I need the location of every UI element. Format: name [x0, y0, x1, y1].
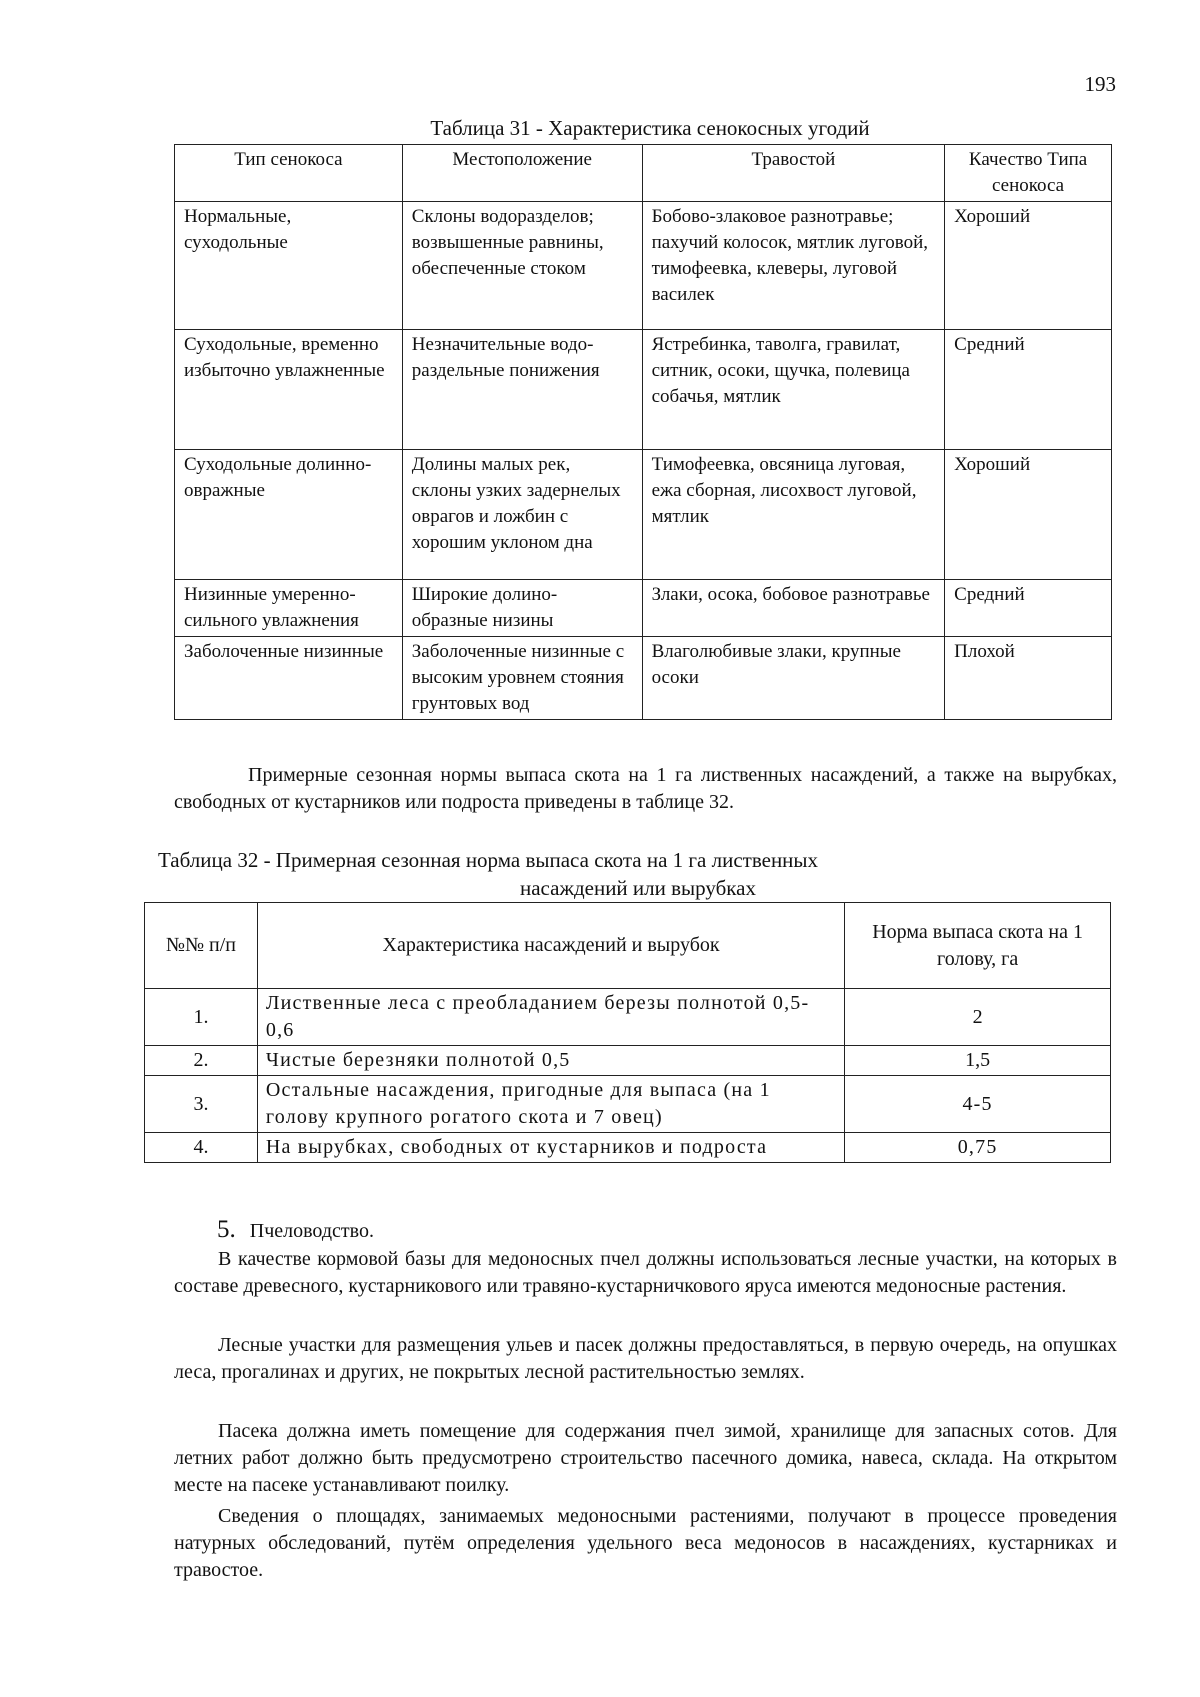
table-cell: Склоны водоразделов; возвышенные равнины, обеспеченные стоком [402, 202, 642, 330]
table-cell: Злаки, осока, бобовое разнотравье [642, 580, 945, 637]
table-cell: 0,75 [845, 1133, 1111, 1163]
table32-header-number: №№ п/п [145, 903, 258, 989]
table-row [145, 1046, 1111, 1076]
table32-header-characteristic: Характеристика насаждений и вырубок [257, 903, 844, 989]
table-cell: На вырубках, свободных от кустарников и подроста [257, 1133, 844, 1163]
table-cell: 4. [145, 1133, 258, 1163]
table31-header-grass: Травостой [642, 145, 945, 202]
table-cell: 1. [145, 989, 258, 1046]
table31 [174, 144, 1112, 720]
table32-header-row [145, 903, 1111, 989]
table32 [144, 902, 1111, 1163]
table-cell: Нормальные, суходольные [175, 202, 403, 330]
table-cell: 2. [145, 1046, 258, 1076]
table-cell: Заболоченные низинные с высоким уровнем стояния грунтовых вод [402, 637, 642, 720]
table32-intro-paragraph: Примерные сезонная нормы выпаса скота на 1 га лиственных насаждений, а также на вырубках, свободных от кустарников или подроста приведены в таблице 32. [174, 764, 1117, 813]
table-cell: Заболоченные низинные [175, 637, 403, 720]
section-paragraph: Пасека должна иметь помещение для содержания пчел зимой, хранилище для запасных сотов. Для летних работ должно быть предусмотрено строительство пасечного домика, навеса, склада. На открытом месте на пасеке устанавливают поилку. [174, 1420, 1117, 1496]
table31-header-row [175, 145, 1112, 202]
table-cell: Широкие долино-образные низины [402, 580, 642, 637]
section-paragraph: Сведения о площадях, занимаемых медоносными растениями, получают в процессе проведения натурных обследований, путём определения удельного веса медоносов в насаждениях, кустарниках и травостое. [174, 1505, 1117, 1581]
table-cell: 3. [145, 1076, 258, 1133]
table-cell: Ястребинка, таволга, гравилат, ситник, осоки, щучка, полевица собачья, мятлик [642, 330, 945, 450]
table-cell: Хороший [945, 450, 1112, 580]
section-paragraph: В качестве кормовой базы для медоносных пчел должны использоваться лесные участки, на которых в составе древесного, кустарникового или травяно-кустарничкового яруса имеются медоносные растения. [174, 1248, 1117, 1297]
table-cell: Бобово-злаковое разнотравье; пахучий колосок, мятлик луговой, тимофеевка, клеверы, луговой василек [642, 202, 945, 330]
table-cell: Средний [945, 580, 1112, 637]
table-cell: Суходольные долинно-овражные [175, 450, 403, 580]
table-row [175, 202, 1112, 330]
section-number: 5. [217, 1216, 236, 1243]
table32-header-norm: Норма выпаса скота на 1 голову, га [845, 903, 1111, 989]
section-paragraph: Лесные участки для размещения ульев и пасек должны предоставляться, в первую очередь, на опушках леса, прогалинах и других, не покрытых лесной растительностью землях. [174, 1334, 1117, 1383]
table-cell: 1,5 [845, 1046, 1111, 1076]
table31-header-location: Местоположение [402, 145, 642, 202]
table-row [145, 1133, 1111, 1163]
table-cell: Чистые березняки полнотой 0,5 [257, 1046, 844, 1076]
table32-caption [158, 846, 1058, 902]
table-cell: Долины малых рек, склоны узких задернелых оврагов и ложбин с хорошим уклоном дна [402, 450, 642, 580]
page-number: 193 [1084, 72, 1116, 96]
table-row [175, 580, 1112, 637]
table-cell: Низинные умеренно-сильного увлажнения [175, 580, 403, 637]
table-cell: Суходольные, временно избыточно увлажненные [175, 330, 403, 450]
table-cell: Хороший [945, 202, 1112, 330]
table-cell: Плохой [945, 637, 1112, 720]
table-row [175, 450, 1112, 580]
table-cell: Остальные насаждения, пригодные для выпаса (на 1 голову крупного рогатого скота и 7 овец) [257, 1076, 844, 1133]
table-cell: 2 [845, 989, 1111, 1046]
table-cell: Лиственные леса с преобладанием березы полнотой 0,5-0,6 [257, 989, 844, 1046]
table-row [175, 637, 1112, 720]
table-cell: Тимофеевка, овсяница луговая, ежа сборная, лисохвост луговой, мятлик [642, 450, 945, 580]
table-row [175, 330, 1112, 450]
table-cell: 4-5 [845, 1076, 1111, 1133]
table-row [145, 989, 1111, 1046]
table32-caption-line2: насаждений или вырубках [519, 876, 756, 900]
table-cell: Влаголюбивые злаки, крупные осоки [642, 637, 945, 720]
table-row [145, 1076, 1111, 1133]
table31-caption: Таблица 31 - Характеристика сенокосных угодий [430, 116, 870, 140]
table31-header-type: Тип сенокоса [175, 145, 403, 202]
table-cell: Средний [945, 330, 1112, 450]
table31-header-quality: Качество Типа сенокоса [945, 145, 1112, 202]
section-heading [217, 1216, 374, 1244]
table32-caption-line1: Таблица 32 - Примерная сезонная норма выпаса скота на 1 га лиственных [158, 848, 819, 872]
section-title: Пчеловодство. [249, 1220, 374, 1242]
table-cell: Незначительные водо-раздельные понижения [402, 330, 642, 450]
